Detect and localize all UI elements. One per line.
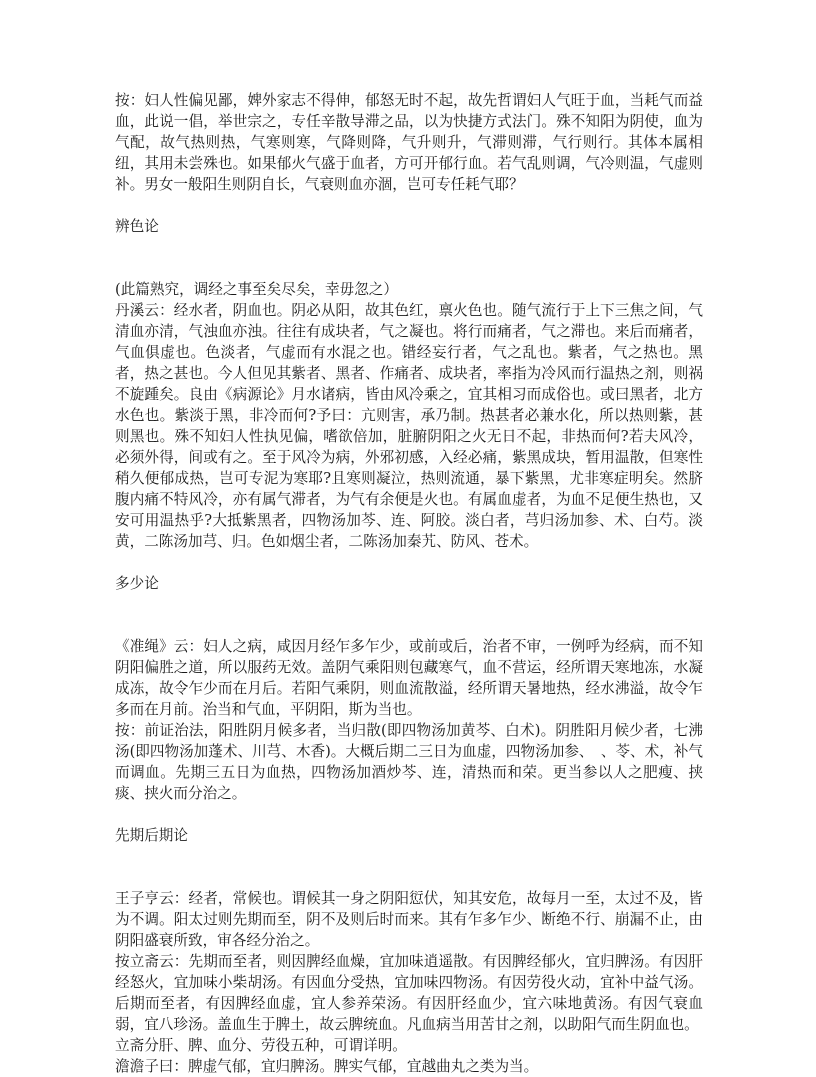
section-heading-xianqi-houqi: 先期后期论 xyxy=(115,827,188,844)
section-paragraph: 按立斋云：先期而至者，则因脾经血燥，宜加味逍遥散。有因脾经郁火，宜归脾汤。有因肝经怒火，宜加味小柴胡汤。有因血分受热，宜加味四物汤。有因劳役火动，宜补中益气汤。后期而至者，有因脾经血虚，宜人参养荣汤。有因肝经血少，宜六味地黄汤。有因气衰血弱，宜八珍汤。盖血生于脾土，故云脾统血。凡血病当用苦甘之剂，以助阳气而生阴血也。 xyxy=(115,953,703,1033)
intro-paragraph: 按：妇人性偏见鄙，婢外家志不得伸，郁怒无时不起，故先哲谓妇人气旺于血，当耗气而益血，此说一倡，举世宗之，专任辛散导滞之品，以为快捷方式法门。殊不知阳为阴使，血为气配，故气热则热，气寒则寒，气降则降，气升则升，气滞则滞，气行则行。其体本属相纽，其用未尝殊也。如果郁火气盛于血者，方可开郁行血。若气乱则调，气冷则温，气虚则补。男女一般阳生则阴自长，气衰则血亦涸，岂可专任耗气耶？ xyxy=(115,92,703,193)
document-page xyxy=(115,90,703,1077)
section-paragraph: 立斋分肝、脾、血分、劳役五种，可谓详明。 xyxy=(115,1037,407,1054)
section-paragraph: 王子亨云：经者，常候也。谓候其一身之阴阳愆伏，知其安危，故每月一至，太过不及，皆为不调。阳太过则先期而至，阴不及则后时而来。其有乍多乍少、断绝不行、崩漏不止，由阴阳盛衰所致，审各经分治之。 xyxy=(115,890,703,949)
section-heading-duoshao: 多少论 xyxy=(115,575,159,592)
spacer xyxy=(115,552,703,573)
spacer xyxy=(115,237,703,279)
spacer xyxy=(115,846,703,888)
section-heading-bianse: 辨色论 xyxy=(115,218,159,235)
section-paragraph: 丹溪云：经水者，阴血也。阴必从阳，故其色红，禀火色也。随气流行于上下三焦之间，气清血亦清，气浊血亦浊。往往有成块者，气之凝也。将行而痛者，气之滞也。来后而痛者，气血俱虚也。色淡者，气虚而有水混之也。错经妄行者，气之乱也。紫者，气之热也。黑者，热之甚也。今人但见其紫者、黑者、作痛者、成块者，率指为冷风而行温热之剂，则祸不旋踵矣。良由《病源论》月水诸病，皆由风冷乘之，宜其相习而成俗也。或曰黑者，北方水色也。紫淡于黑，非冷而何?予曰：亢则害，承乃制。热甚者必兼水化，所以热则紫，甚则黑也。殊不知妇人性执见偏，嗜欲倍加，脏腑阴阳之火无日不起，非热而何?若夫风冷，必须外得，间或有之。至于风冷为病，外邪初感，入经必痛，紫黑成块，暂用温散，但寒性稍久便郁成热，岂可专泥为寒耶?且寒则凝泣，热则流通，暴下紫黑，尤非寒症明矣。然脐腹内痛不特风冷，亦有属气滞者，为气有余便是火也。有属血虚者，为血不足便生热也，又安可用温热乎?大抵紫黑者，四物汤加芩、连、阿胶。淡白者，芎归汤加参、术、白芍。淡黄，二陈汤加芎、归。色如烟尘者，二陈汤加秦艽、防风、苍术。 xyxy=(115,302,703,550)
spacer xyxy=(115,195,703,216)
section-paragraph: 按：前证治法，阳胜阴月候多者，当归散(即四物汤加黄芩、白术)。阴胜阳月候少者，七沸汤(即四物汤加蓬术、川芎、木香)。大概后期二三日为血虚，四物汤加参、 、苓、术，补气而调血。先期三五日为血热，四物汤加酒炒芩、连，清热而和荣。更当参以人之肥瘦、挟痰、挟火而分治之。 xyxy=(115,722,704,802)
spacer xyxy=(115,804,703,825)
section-note: (此篇熟究，调经之事至矣尽矣，幸毋忽之） xyxy=(115,281,398,298)
section-paragraph: 澹澹子曰：脾虚气郁，宜归脾汤。脾实气郁，宜越曲丸之类为当。 xyxy=(115,1058,539,1075)
section-paragraph: 《准绳》云：妇人之病，咸因月经乍多乍少，或前或后，治者不审，一例呼为经病，而不知阴阳偏胜之道，所以服药无效。盖阴气乘阳则包藏寒气，血不营运，经所谓天寒地冻，水凝成冻，故令乍少而在月后。若阳气乘阴，则血流散溢，经所谓天暑地热，经水沸溢，故令乍多而在月前。治当和气血，平阴阳，斯为当也。 xyxy=(115,638,703,718)
spacer xyxy=(115,594,703,636)
